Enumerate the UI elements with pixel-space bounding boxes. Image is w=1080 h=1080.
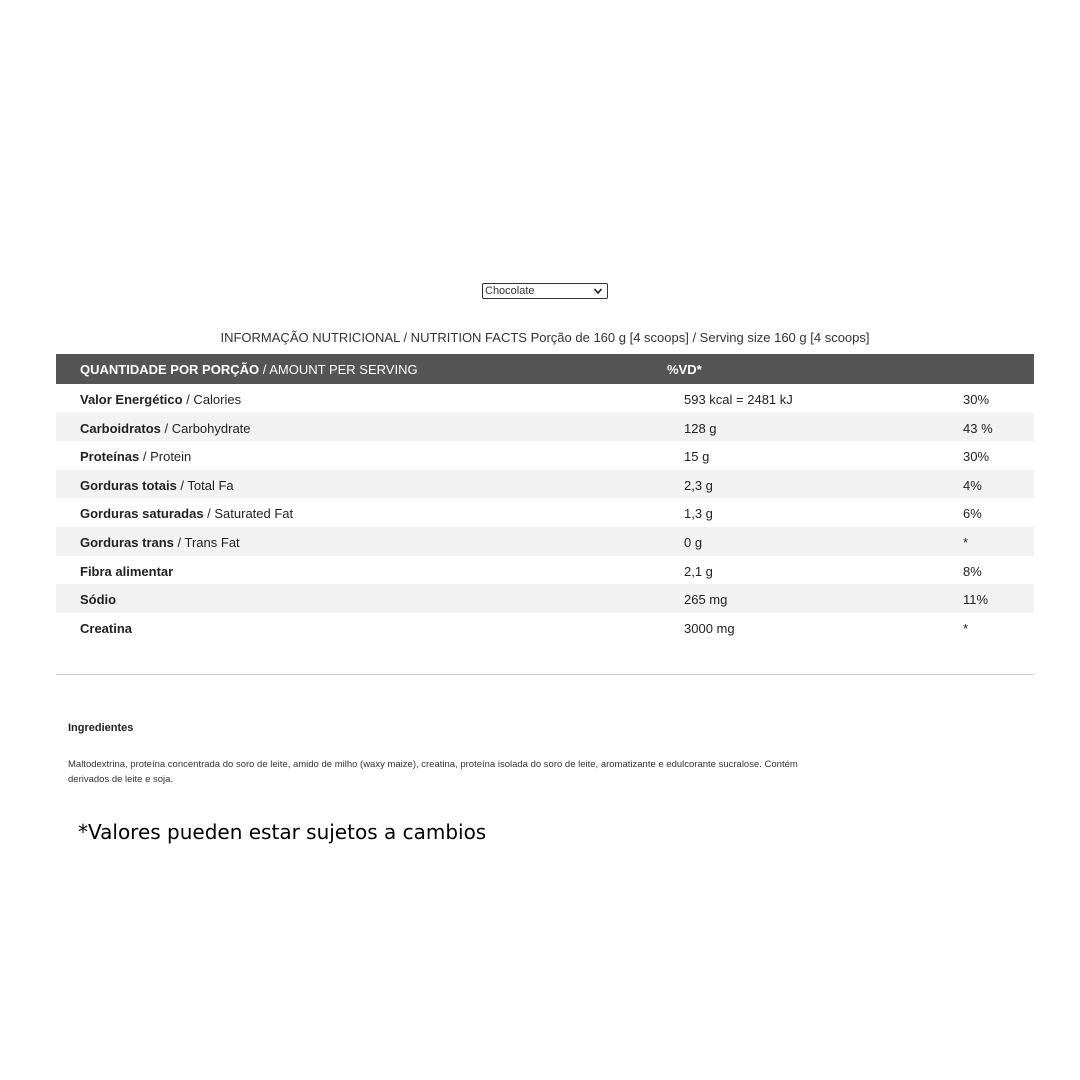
- nutrient-name: [80, 421, 251, 436]
- disclaimer-text: *Valores pueden estar sujetos a cambios: [78, 820, 487, 844]
- nutrient-name-rest: / Protein: [139, 449, 192, 465]
- table-row: [56, 384, 1034, 413]
- nutrient-name-bold: Valor Energético: [80, 392, 183, 407]
- nutrient-daily-value: *: [963, 534, 969, 550]
- header-amount-per-serving: [80, 362, 418, 377]
- nutrition-rows: [56, 384, 1034, 641]
- nutrient-amount: 265 mg: [684, 592, 728, 608]
- nutrient-name-bold: Proteínas: [80, 449, 140, 465]
- nutrient-amount: 1,3 g: [684, 506, 713, 522]
- chevron-down-icon: [593, 285, 603, 297]
- nutrient-name-rest: / Carbohydrate: [160, 420, 251, 436]
- nutrition-facts-title: INFORMAÇÃO NUTRICIONAL / NUTRITION FACTS Porção de 160 g [4 scoops] / Serving size 160 g [4 scoops]: [220, 330, 870, 345]
- flavor-select[interactable]: [482, 283, 608, 299]
- table-row: [56, 613, 1034, 642]
- flavor-select-value: Chocolate: [485, 285, 535, 297]
- nutrition-table-header: [56, 354, 1034, 384]
- nutrient-name: [80, 506, 293, 521]
- nutrient-daily-value: 8%: [963, 563, 982, 579]
- nutrient-amount: 3000 mg: [684, 620, 735, 636]
- table-row: [56, 441, 1034, 470]
- nutrient-name: [80, 621, 132, 636]
- nutrition-table: [56, 354, 1034, 641]
- header-daily-value: %VD*: [667, 362, 702, 377]
- table-row: [56, 556, 1034, 585]
- nutrient-name-bold: Gorduras trans: [80, 534, 174, 550]
- table-row: [56, 470, 1034, 499]
- nutrient-daily-value: 11%: [963, 592, 989, 608]
- nutrient-daily-value: *: [963, 620, 969, 636]
- nutrient-name-rest: / Calories: [182, 392, 242, 407]
- nutrient-name-rest: / Trans Fat: [173, 534, 240, 550]
- nutrient-daily-value: 43 %: [963, 420, 993, 436]
- nutrient-name-bold: Fibra alimentar: [80, 563, 174, 579]
- nutrient-name-bold: Gorduras totais: [80, 477, 177, 493]
- table-row: [56, 413, 1034, 442]
- nutrient-name: [80, 592, 116, 607]
- flavor-select-wrapper: [482, 283, 608, 299]
- nutrient-amount: 15 g: [684, 449, 710, 465]
- nutrient-daily-value: 6%: [963, 506, 982, 522]
- nutrient-daily-value: 30%: [963, 392, 990, 407]
- table-row: [56, 584, 1034, 613]
- nutrient-amount: 128 g: [684, 420, 717, 436]
- nutrient-name: [80, 392, 241, 407]
- nutrient-name: [80, 564, 173, 579]
- table-row: [56, 527, 1034, 556]
- nutrient-amount: 0 g: [684, 534, 703, 550]
- nutrient-name-rest: / Saturated Fat: [203, 506, 294, 522]
- nutrient-daily-value: 30%: [963, 449, 990, 465]
- ingredients-text: Maltodextrina, proteína concentrada do soro de leite, amido de milho (waxy maize), creatina, proteína isolada do soro de leite, aromatizante e edulcorante sucralose. Contém derivados de leite e soja.: [68, 759, 798, 785]
- nutrient-daily-value: 4%: [963, 477, 982, 493]
- nutrient-name-bold: Gorduras saturadas: [80, 506, 204, 522]
- nutrient-name-bold: Sódio: [80, 592, 117, 608]
- section-divider: [56, 674, 1034, 675]
- nutrient-name-bold: Carboidratos: [80, 420, 161, 436]
- nutrient-name: [80, 449, 191, 464]
- header-amount-bold: QUANTIDADE POR PORÇÃO: [80, 362, 260, 377]
- nutrient-amount: 593 kcal = 2481 kJ: [684, 392, 793, 407]
- nutrient-name: [80, 478, 234, 493]
- table-row: [56, 498, 1034, 527]
- nutrient-name-rest: / Total Fa: [176, 477, 234, 493]
- nutrient-name: [80, 535, 240, 550]
- nutrient-amount: 2,1 g: [684, 563, 713, 579]
- header-amount-rest: / AMOUNT PER SERVING: [259, 362, 418, 377]
- nutrient-amount: 2,3 g: [684, 477, 713, 493]
- nutrient-name-bold: Creatina: [80, 620, 133, 636]
- ingredients-title: Ingredientes: [68, 722, 134, 734]
